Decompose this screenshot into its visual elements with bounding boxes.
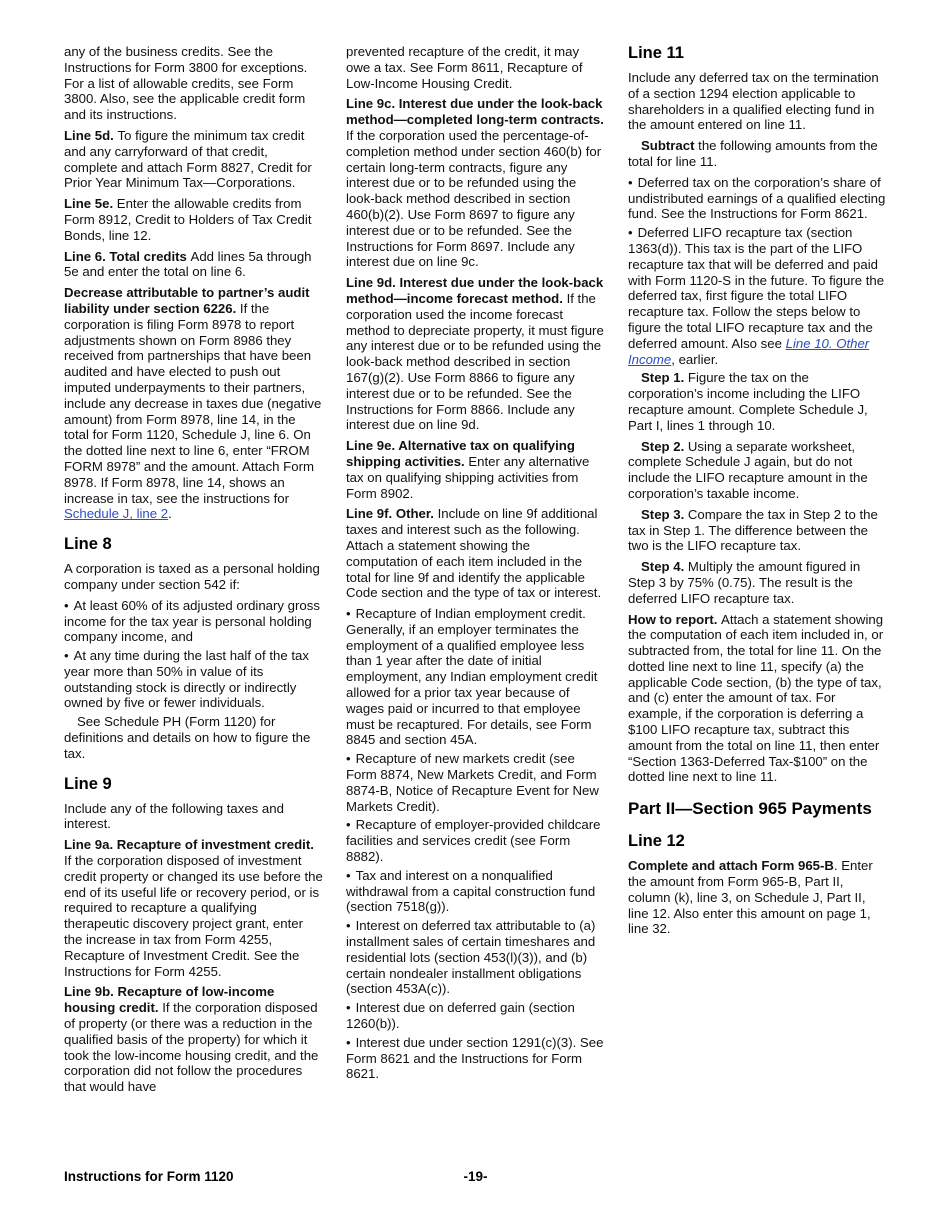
bullet-marker: •	[346, 817, 351, 833]
text-run: Recapture of new markets credit (see Form 8874, New Markets Credit, and Form 8874-B, Notice of Recapture Event for New Markets Credit).	[346, 751, 599, 814]
paragraph	[628, 138, 887, 170]
paragraph	[628, 70, 887, 133]
paragraph	[628, 559, 887, 606]
text-run: Include any deferred tax on the termination of a section 1294 election applicable to shareholders in a qualified electing fund in the amount entered on line 11.	[628, 70, 879, 133]
bold-lead: Line 9b. Recapture of low-income housing credit.	[64, 984, 275, 1016]
text-run: At least 60% of its adjusted ordinary gross income for the tax year is personal holding company income, and	[64, 597, 320, 645]
text-run: Using a separate worksheet, complete Schedule J again, but do not include the LIFO recapture amount in the corporation’s taxable income.	[628, 438, 868, 501]
paragraph	[628, 612, 887, 786]
text-run: Recapture of employer-provided childcare facilities and services credit (see Form 8882).	[346, 817, 601, 865]
bullet-item	[346, 606, 605, 748]
text-run: A corporation is taxed as a personal holding company under section 542 if:	[64, 561, 320, 592]
columns	[64, 44, 887, 1100]
text-run: , earlier.	[671, 351, 719, 367]
paragraph	[64, 984, 323, 1095]
bullet-item	[64, 598, 323, 645]
text-run: To figure the minimum tax credit and any carryforward of that credit, complete and attach Form 8827, Credit for Prior Year Minimum Tax—Corporations.	[64, 127, 312, 191]
column-1	[64, 44, 323, 1100]
bold-lead: How to report.	[628, 611, 722, 627]
bullet-marker: •	[346, 606, 351, 622]
text-run: At any time during the last half of the tax year more than 50% in value of its outstanding stock is directly or indirectly owned by five or fewer individuals.	[64, 648, 309, 711]
paragraph	[64, 249, 323, 281]
bold-lead: Step 1.	[641, 370, 688, 386]
bold-lead: Complete and attach Form 965-B	[628, 858, 834, 874]
text-run: If the corporation is filing Form 8978 to report adjustments shown on Form 8986 they received from partnerships that have been audited and have elected to push out imputed underpayments to their partners, include any decrease in taxes due (negative amount) from Form 8978, line 14, in the total for Form 1120, Schedule J, line 6. On the dotted line next to line 6, enter “FROM FORM 8978” and the amount. Attach Form 8978. If Form 8978, line 14, shows an increase in tax, see the instructions for	[64, 300, 322, 506]
bold-lead: Line 9d. Interest due under the look-back method—income forecast method.	[346, 275, 604, 306]
bold-lead: Decrease attributable to partner’s audit liability under section 6226.	[64, 285, 310, 316]
text-run: Enter any alternative tax on qualifying shipping activities from Form 8902.	[346, 453, 590, 501]
link-line-10-other-income[interactable]: Line 10. Other Income	[628, 335, 870, 367]
text-run: See Schedule PH (Form 1120) for definitions and details on how to figure the tax.	[64, 714, 311, 761]
paragraph	[628, 370, 887, 433]
paragraph	[64, 837, 323, 979]
bold-lead: Step 2.	[641, 438, 688, 454]
bold-lead: Line 9c. Interest due under the look-back method—completed long-term contracts.	[346, 96, 604, 128]
text-run: Include any of the following taxes and interest.	[64, 800, 284, 832]
paragraph	[628, 439, 887, 502]
bullet-item	[628, 175, 887, 222]
bullet-marker: •	[628, 225, 633, 241]
text-run: Multiply the amount figured in Step 3 by 75% (0.75). The result is the deferred LIFO recapture tax.	[628, 559, 861, 606]
text-run: Enter the allowable credits from Form 8912, Credit to Holders of Tax Credit Bonds, line 12.	[64, 196, 312, 243]
bold-lead: Line 5d.	[64, 127, 118, 143]
heading-line-8: Line 8	[64, 535, 112, 554]
text-run: Interest on deferred tax attributable to (a) installment sales of certain timeshares and residential lots (section 453(l)(3)), and (b) certain nondealer installment obligations (section 453A(c)).	[346, 918, 596, 997]
text-run: Add lines 5a through 5e and enter the total on line 6.	[64, 248, 312, 280]
text-run: Compare the tax in Step 2 to the tax in Step 1. The difference between the two is the LIFO recapture tax.	[628, 506, 878, 554]
bullet-marker: •	[346, 1000, 351, 1016]
bullet-item	[346, 918, 605, 997]
column-3	[628, 44, 887, 1100]
bullet-marker: •	[346, 867, 351, 883]
text-run: prevented recapture of the credit, it may owe a tax. See Form 8611, Recapture of Low-Income Housing Credit.	[346, 44, 583, 91]
text-run: If the corporation disposed of investment credit property or changed its use before the end of its useful life or recovery period, or is required to recapture a qualifying therapeutic discovery project grant, enter the increase in tax from Form 4255, Recapture of Investment Credit. See the Instructions for Form 4255.	[64, 853, 323, 979]
paragraph	[64, 561, 323, 593]
text-run: any of the business credits. See the Instructions for Form 3800 for exceptions. For a list of allowable credits, see Form 3800. Also, see the applicable credit form and its instructions.	[64, 44, 308, 123]
text-run: Tax and interest on a nonqualified withdrawal from a capital construction fund (section 7518(g)).	[346, 867, 596, 915]
bullet-marker: •	[628, 174, 633, 190]
bullet-marker: •	[346, 1034, 351, 1050]
bullet-item	[346, 868, 605, 915]
text-run: If the corporation used the percentage-of-completion method under section 460(b) for certain long-term contracts, figure any interest due or to be refunded using the look-back method described in section 460(b)(2). Use Form 8697 to figure any interest due or to be refunded. See the Instructions for Form 8697. Include any interest due on line 9c.	[346, 127, 602, 270]
bullet-item	[346, 1035, 605, 1082]
bullet-marker: •	[346, 918, 351, 934]
bold-lead: Line 9f. Other.	[346, 506, 438, 522]
heading-part-ii-section-965-payments: Part II—Section 965 Payments	[628, 799, 872, 819]
paragraph	[346, 44, 605, 91]
bold-lead: Line 9a. Recapture of investment credit.	[64, 837, 314, 853]
paragraph	[64, 801, 323, 833]
bullet-item	[628, 225, 887, 367]
paragraph	[346, 96, 605, 270]
heading-line-11: Line 11	[628, 44, 684, 62]
paragraph	[628, 858, 887, 937]
bullet-item	[346, 817, 605, 864]
paragraph	[628, 507, 887, 554]
text-run: Deferred tax on the corporation’s share of undistributed earnings of a qualified electing fund. See the Instructions for Form 8621.	[628, 174, 886, 222]
paragraph	[64, 128, 323, 191]
text-run: Deferred LIFO recapture tax (section 1363(d)). This tax is the part of the LIFO recapture tax that will be deferred and paid with Form 1120-S in the future. To figure the deferred tax, first figure the total LIFO recapture tax. Follow the steps below to figure the total LIFO recapture tax and the deferred amount. Also see	[628, 225, 885, 351]
text-run: the following amounts from the total for line 11.	[628, 138, 878, 169]
paragraph	[346, 275, 605, 433]
paragraph	[64, 285, 323, 522]
paragraph	[64, 44, 323, 123]
text-run: Figure the tax on the corporation’s income including the LIFO recapture amount. Complete Schedule J, Part I, lines 1 through 10.	[628, 370, 868, 433]
document-footer	[64, 1169, 887, 1184]
text-run: Interest due under section 1291(c)(3). See Form 8621 and the Instructions for Form 8621.	[346, 1034, 604, 1082]
page-number: -19-	[463, 1169, 488, 1184]
paragraph	[64, 196, 323, 243]
text-run: If the corporation used the income forecast method to depreciate property, it must figure any interest due or to be refunded using the look-back method described in section 167(g)(2). Use Form 8866 to figure any interest due or to be refunded. See the Instructions for Form 8866. Include any interest due on line 9d.	[346, 290, 604, 433]
paragraph	[64, 714, 323, 761]
bullet-item	[346, 751, 605, 814]
heading-line-9: Line 9	[64, 774, 112, 793]
text-run: . Enter the amount from Form 965-B, Part II, column (k), line 3, on Schedule J, Part II, line 12. Also enter this amount on page 1, line 32.	[628, 858, 873, 937]
column-2	[346, 44, 605, 1100]
paragraph	[346, 438, 605, 501]
text-run: .	[168, 506, 172, 522]
bullet-item	[64, 648, 323, 711]
paragraph	[346, 506, 605, 601]
text-run: Attach a statement showing the computation of each item included in, or subtracted from, the total for line 11. On the dotted line next to line 11, specify (a) the applicable Code section, (b) the type of tax, and (c) enter the amount of tax. For example, if the corporation is deferring a $100 LIFO recapture tax, subtract this amount from the total on line 11, then enter “Section 1363-Deferred Tax-$100” on the dotted line next to line 11.	[628, 611, 884, 785]
link-schedule-j-line-2[interactable]: Schedule J, line 2	[64, 506, 169, 522]
bold-lead: Line 9e. Alternative tax on qualifying shipping activities.	[346, 438, 575, 469]
bullet-marker: •	[64, 597, 69, 613]
bullet-item	[346, 1000, 605, 1032]
footer-title: Instructions for Form 1120	[64, 1169, 234, 1184]
bold-lead: Step 3.	[641, 506, 688, 522]
text-run: Interest due on deferred gain (section 1260(b)).	[346, 1000, 575, 1032]
bold-lead: Line 6. Total credits	[64, 248, 191, 264]
bullet-marker: •	[346, 751, 351, 767]
heading-line-12: Line 12	[628, 832, 685, 851]
bold-lead: Step 4.	[641, 559, 688, 575]
text-run: Recapture of Indian employment credit. Generally, if an employer terminates the employment of a qualified employee less than 1 year after the date of initial employment, any Indian employment credit allowed for a prior tax year because of wages paid or incurred to that employee must be recaptured. For details, see Form 8845 and section 45A.	[346, 606, 598, 748]
text-run: If the corporation disposed of property (or there was a reduction in the qualified basis of the property) for which it took the low-income housing credit, and the corporation did not follow the procedures that would have	[64, 1000, 319, 1095]
bullet-marker: •	[64, 648, 69, 664]
text-run: Include on line 9f additional taxes and interest such as the following. Attach a statement showing the computation of each item included in the total for line 9f and identify the applicable Code section and the type of tax or interest.	[346, 506, 602, 601]
bold-lead: Subtract	[641, 138, 699, 154]
bold-lead: Line 5e.	[64, 196, 117, 212]
